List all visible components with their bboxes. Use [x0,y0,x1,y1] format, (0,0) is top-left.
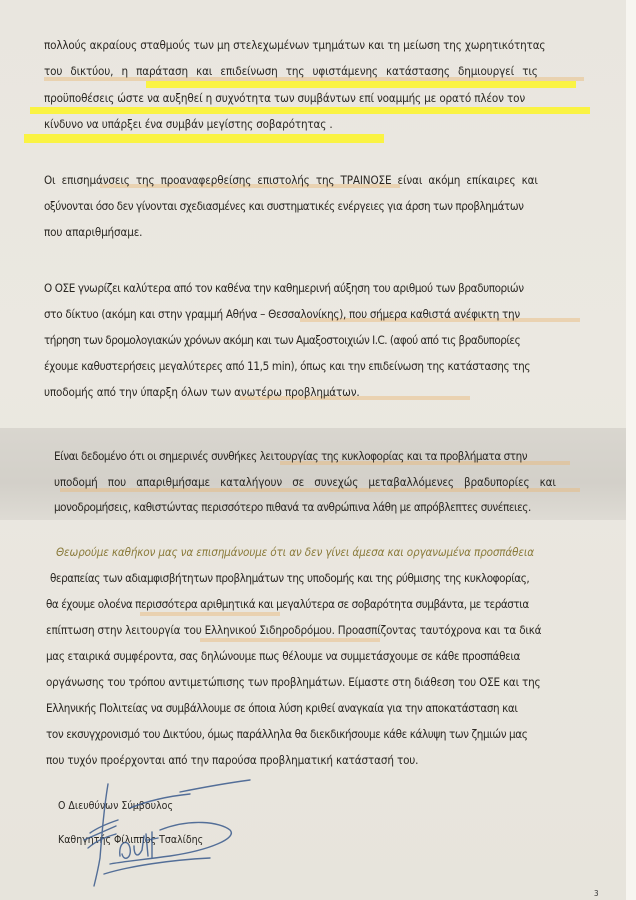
paragraph-4-line: μονοδρομήσεις, καθιστώντας περισσότερο πιθανά τα ανθρώπινα λάθη με απρόβλεπτες συνέπειες. [54,500,531,514]
paragraph-5-line: οργάνωσης του τρόπου αντιμετώπισης των προβλημάτων. Είμαστε στη διάθεση του ΟΣΕ και της [46,675,541,689]
paragraph-1-line: πολλούς ακραίους σταθμούς των μη στελεχωμένων τμημάτων και τη μείωση της χωρητικότητας [44,38,546,52]
highlight-stroke [200,638,380,642]
paragraph-2-line: οξύνονται όσο δεν γίνονται σχεδιασμένες και συστηματικές ενέργειες για άρση των προβλημάτων [44,199,524,213]
signatory-name: Καθηγητής Φίλιππος Τσαλίδης [58,834,204,846]
highlight-stroke [30,107,590,114]
highlight-stroke [24,134,384,143]
paragraph-3-line: τήρηση των δρομολογιακών χρόνων ακόμη και των Αμαξοστοιχιών I.C. (αφού από τις βραδυπορίες [44,333,521,347]
paragraph-3-line: υποδομής από την ύπαρξη όλων των ανωτέρω προβλημάτων. [44,385,360,399]
paragraph-5-line: που τυχόν προέρχονται από την παρούσα προβληματική κατάστασή του. [46,753,419,767]
paragraph-5-line: τον εκσυγχρονισμό του Δικτύου, όμως παράλληλα θα διεκδικήσουμε κάθε κάλυψη των ζημιών μας [46,727,528,741]
paragraph-1-line: προϋποθέσεις ώστε να αυξηθεί η συχνότητα των συμβάντων επί νοαμμής με ορατό πλέον τον [44,91,526,105]
signatory-title: Ο Διευθύνων Σύμβουλος [58,800,173,812]
page-edge [626,0,636,900]
paragraph-5-line: θα έχουμε ολοένα περισσότερα αριθμητικά και μεγαλύτερα σε σοβαρότητα συμβάντα, με τεράστια [46,597,529,611]
paragraph-2-line: που απαριθμήσαμε. [44,225,143,239]
paragraph-5-line: μας εταιρικά συμφέροντα, σας δηλώνουμε πως θέλουμε να συμμετάσχουμε σε κάθε προσπάθεια [46,649,521,663]
paragraph-1-line: κίνδυνο να υπάρξει ένα συμβάν μεγίστης σοβαρότητας . [44,117,333,131]
paragraph-2-line: Οι επισημάνσεις της προαναφερθείσης επιστολής της ΤΡΑΙΝΟΣΕ είναι ακόμη επίκαιρες και [44,173,538,187]
paragraph-5-line: Ελληνικής Πολιτείας να συμβάλλουμε σε όποια λύση κριθεί αναγκαία για την αποκατάσταση και [46,701,518,715]
paragraph-3-line: στο δίκτυο (ακόμη και στην γραμμή Αθήνα – Θεσσαλονίκης), που σήμερα καθιστά ανέφικτη την [44,307,520,321]
paragraph-3-line: Ο ΟΣΕ γνωρίζει καλύτερα από τον καθένα την καθημερινή αύξηση του αριθμού των βραδυποριών [44,281,524,295]
highlight-stroke [140,612,280,616]
paragraph-4-line: Είναι δεδομένο ότι οι σημερινές συνθήκες λειτουργίας της κυκλοφορίας και τα προβλήματα στην [54,449,528,463]
page-number: 3 [594,889,599,898]
paragraph-3-line: έχουμε καθυστερήσεις μεγαλύτερες από 11,5 min), όπως και την επιδείνωση της κατάστασης της [44,359,531,373]
paragraph-5-line: θεραπείας των αδιαμφισβήτητων προβλημάτων της υποδομής και της ρύθμισης της κυκλοφορίας, [50,571,530,585]
handwritten-signature-icon [60,778,260,888]
highlight-stroke [146,81,576,88]
paragraph-5-line: Θεωρούμε καθήκον μας να επισημάνουμε ότι αν δεν γίνει άμεσα και οργανωμένα προσπάθεια [56,545,534,559]
paragraph-1-line: του δικτύου, η παράταση και επιδείνωση της υφιστάμενης κατάστασης δημιουργεί τις [44,64,538,78]
paragraph-5-line: επίπτωση στην λειτουργία του Ελληνικού Σιδηροδρόμου. Προασπίζοντας ταυτόχρονα και τα δικά [46,623,542,637]
paragraph-4-line: υποδομή που απαριθμήσαμε καταλήγουν σε συνεχώς μεταβαλλόμενες βραδυπορίες και [54,475,556,489]
